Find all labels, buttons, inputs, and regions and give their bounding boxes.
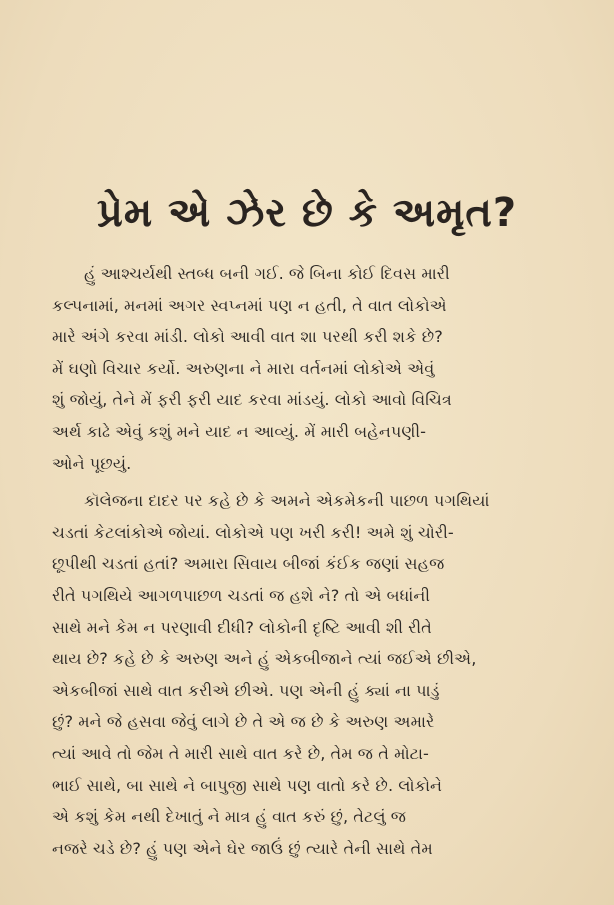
text-line: કૉલેજના દાદર પર કહે છે કે અમને એકમેકની પાછળ પગથિયાં [84, 491, 490, 511]
text-line: સાથે મને કેમ ન પરણાવી દીધી? લોકોની દૃષ્ટિ આવી શી રીતે [52, 617, 432, 637]
text-line: હું આશ્ચર્યથી સ્તબ્ધ બની ગઈ. જે બિના કોઈ દિવસ મારી [84, 264, 450, 283]
text-line: એ કશું કેમ નથી દેખાતું ને માત્ર હું વાત કરું છું, તેટલું જ [52, 807, 407, 827]
text-line: કલ્પનામાં, મનમાં અગર સ્વપ્નમાં પણ ન હતી, તે વાત લોકોએ [52, 295, 447, 315]
text-line: મેં ઘણો વિચાર કર્યો. અરુણના ને મારા વર્તનમાં લોકોએ એવું [52, 358, 435, 378]
text-line: થાય છે? કહે છે કે અરુણ અને હું એકબીજાને ત્યાં જઈએ છીએ, [52, 649, 477, 669]
paragraph-2 [52, 485, 584, 864]
text-line: શું જોયું, તેને મેં ફરી ફરી યાદ કરવા માંડયું. લોકો આવો વિચિત્ર [52, 390, 452, 410]
text-line: ભાઈ સાથે, બા સાથે ને બાપુજી સાથે પણ વાતો કરે છે. લોકોને [52, 775, 443, 795]
text-line: અર્થ કાઢે એવું કશું મને યાદ ન આવ્યું. મેં મારી બહેનપણી- [52, 421, 426, 441]
text-line: મારે અંગે કરવા માંડી. લોકો આવી વાત શા પરથી કરી શકે છે? [52, 327, 443, 347]
text-line: રીતે પગથિયે આગળપાછળ ચડતાં જ હશે ને? તો એ બધાંની [52, 585, 431, 605]
text-line: ઓને પૂછયું. [52, 453, 132, 473]
text-line: છૂપીથી ચડતાં હતાં? અમારા સિવાય બીજાં કંઈક જણાં સહજ [52, 554, 445, 574]
paragraph-1 [52, 258, 584, 479]
text-line: છું? મને જે હસવા જેવું લાગે છે તે એ જ છે કે અરુણ અમારે [52, 712, 435, 732]
text-line: ત્યાં આવે તો જેમ તે મારી સાથે વાત કરે છે, તેમ જ તે મોટા- [52, 743, 429, 763]
text-line: નજરે ચડે છે? હું પણ એને ઘેર જાઉં છું ત્યારે તેની સાથે તેમ [52, 838, 433, 858]
chapter-title: પ્રેમ એ ઝેર છે કે અમૃત? [96, 190, 518, 236]
body-text [52, 258, 584, 864]
text-line: એકબીજાં સાથે વાત કરીએ છીએ. પણ એની હું ક્યાં ના પાડું [52, 680, 440, 700]
text-line: ચડતાં કેટલાંકોએ જોયાં. લોકોએ પણ ખરી કરી! અમે શું ચોરી- [52, 522, 454, 542]
